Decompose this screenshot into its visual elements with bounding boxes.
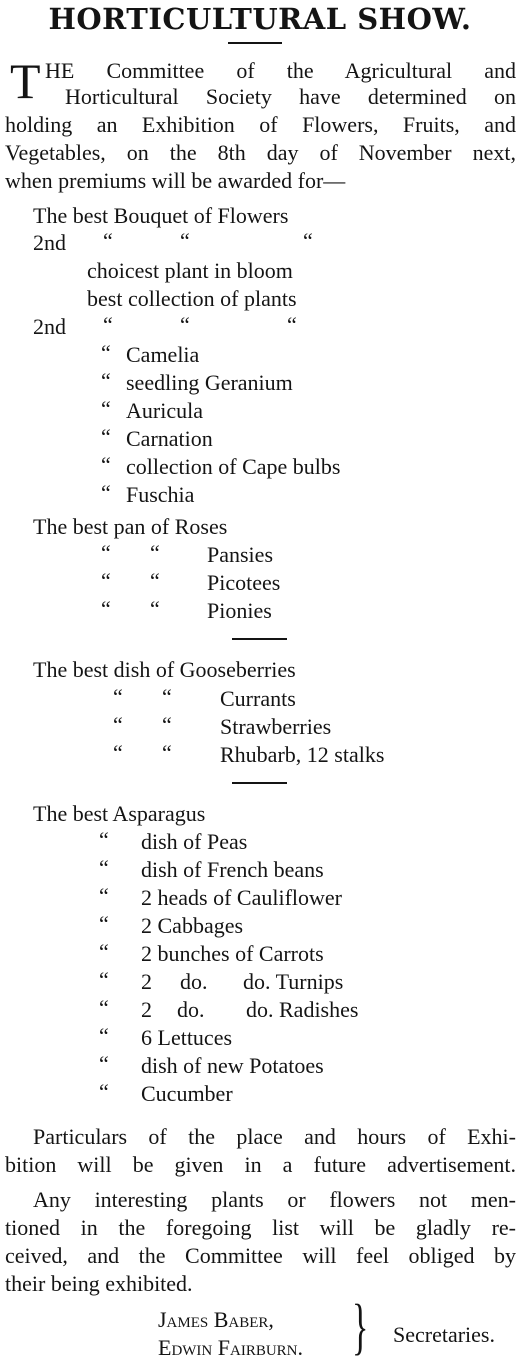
ditto-mark: “ <box>180 312 190 337</box>
list-item: Carnation <box>126 426 213 451</box>
note-line: tioned in the foregoing list will be gladly re- <box>5 1215 516 1240</box>
list-item: do. Radishes <box>246 997 359 1022</box>
ditto-mark: “ <box>162 740 172 765</box>
ditto-mark: “ <box>101 480 111 505</box>
list-item: 2 Cabbages <box>141 913 244 938</box>
ditto-mark: “ <box>101 596 111 621</box>
page-title: HORTICULTURAL SHOW. <box>48 2 472 36</box>
list-item: dish of new Potatoes <box>141 1053 324 1078</box>
ditto-mark: “ <box>287 312 297 337</box>
ditto-mark: “ <box>113 684 123 709</box>
ditto-mark: “ <box>101 568 111 593</box>
note-line: their being exhibited. <box>5 1271 193 1296</box>
ditto-mark: “ <box>101 540 111 565</box>
ditto-mark: “ <box>99 883 109 908</box>
intro-line: holding an Exhibition of Flowers, Fruits, and <box>5 112 516 137</box>
list-item: Fuschia <box>126 482 195 507</box>
ditto-mark: “ <box>99 827 109 852</box>
ditto-mark: “ <box>103 312 113 337</box>
list-item: choicest plant in bloom <box>87 258 293 283</box>
list-item: The best Bouquet of Flowers <box>33 203 289 228</box>
ditto-mark: “ <box>150 540 160 565</box>
ditto-mark: “ <box>99 1051 109 1076</box>
ditto-mark: “ <box>101 424 111 449</box>
list-item: 2 bunches of Carrots <box>141 941 324 966</box>
list-item: 6 Lettuces <box>141 1025 233 1050</box>
ditto-mark: “ <box>99 1023 109 1048</box>
brace-symbol: } <box>352 1293 369 1361</box>
list-item: The best Asparagus <box>33 801 206 826</box>
list-item: 2nd <box>33 314 66 339</box>
title-rule <box>228 42 282 44</box>
list-item: do. <box>180 969 208 994</box>
list-item: seedling Geranium <box>126 370 293 395</box>
list-item: 2 <box>141 997 152 1022</box>
list-item: Currants <box>220 686 296 711</box>
note-line: bition will be given in a future advertisement. <box>5 1152 516 1177</box>
list-item: 2 heads of Cauliflower <box>141 885 342 910</box>
note-line: Any interesting plants or flowers not men- <box>33 1187 516 1212</box>
ditto-mark: “ <box>113 740 123 765</box>
list-item: dish of Peas <box>141 829 248 854</box>
list-item: dish of French beans <box>141 857 324 882</box>
signature-role: Secretaries. <box>393 1322 495 1347</box>
intro-line: Horticultural Society have determined on <box>65 84 516 109</box>
ditto-mark: “ <box>99 939 109 964</box>
section-divider <box>232 638 287 640</box>
ditto-mark: “ <box>99 967 109 992</box>
ditto-mark: “ <box>162 712 172 737</box>
ditto-mark: “ <box>101 340 111 365</box>
list-item: Pionies <box>207 598 272 623</box>
signature-name: James Baber, <box>158 1307 274 1332</box>
list-item: Strawberries <box>220 714 332 739</box>
ditto-mark: “ <box>150 596 160 621</box>
note-line: Particulars of the place and hours of Exhi- <box>33 1124 516 1149</box>
drop-cap: T <box>10 53 41 109</box>
ditto-mark: “ <box>303 228 313 253</box>
list-item: The best pan of Roses <box>33 514 228 539</box>
intro-line: when premiums will be awarded for— <box>5 168 346 193</box>
ditto-mark: “ <box>101 452 111 477</box>
ditto-mark: “ <box>101 368 111 393</box>
list-item: best collection of plants <box>87 286 297 311</box>
ditto-mark: “ <box>180 228 190 253</box>
ditto-mark: “ <box>101 396 111 421</box>
list-item: Rhubarb, 12 stalks <box>220 742 385 767</box>
ditto-mark: “ <box>99 911 109 936</box>
ditto-mark: “ <box>99 855 109 880</box>
ditto-mark: “ <box>99 1079 109 1104</box>
ditto-mark: “ <box>150 568 160 593</box>
intro-line: Vegetables, on the 8th day of November next, <box>5 140 516 165</box>
signature-name: Edwin Fairburn. <box>158 1335 303 1360</box>
ditto-mark: “ <box>113 712 123 737</box>
intro-line: HE Committee of the Agricultural and <box>45 58 516 83</box>
list-item: collection of Cape bulbs <box>126 454 341 479</box>
list-item: Camelia <box>126 342 200 367</box>
section-divider <box>232 782 287 784</box>
list-item: The best dish of Gooseberries <box>33 657 296 682</box>
list-item: Pansies <box>207 542 273 567</box>
list-item: do. <box>177 997 205 1022</box>
list-item: Cucumber <box>141 1081 233 1106</box>
note-line: ceived, and the Committee will feel obliged by <box>5 1243 516 1268</box>
ditto-mark: “ <box>99 995 109 1020</box>
ditto-mark: “ <box>103 228 113 253</box>
list-item: do. Turnips <box>243 969 344 994</box>
ditto-mark: “ <box>162 684 172 709</box>
list-item: 2nd <box>33 230 66 255</box>
list-item: Auricula <box>126 398 203 423</box>
list-item: Picotees <box>207 570 281 595</box>
list-item: 2 <box>141 969 152 994</box>
